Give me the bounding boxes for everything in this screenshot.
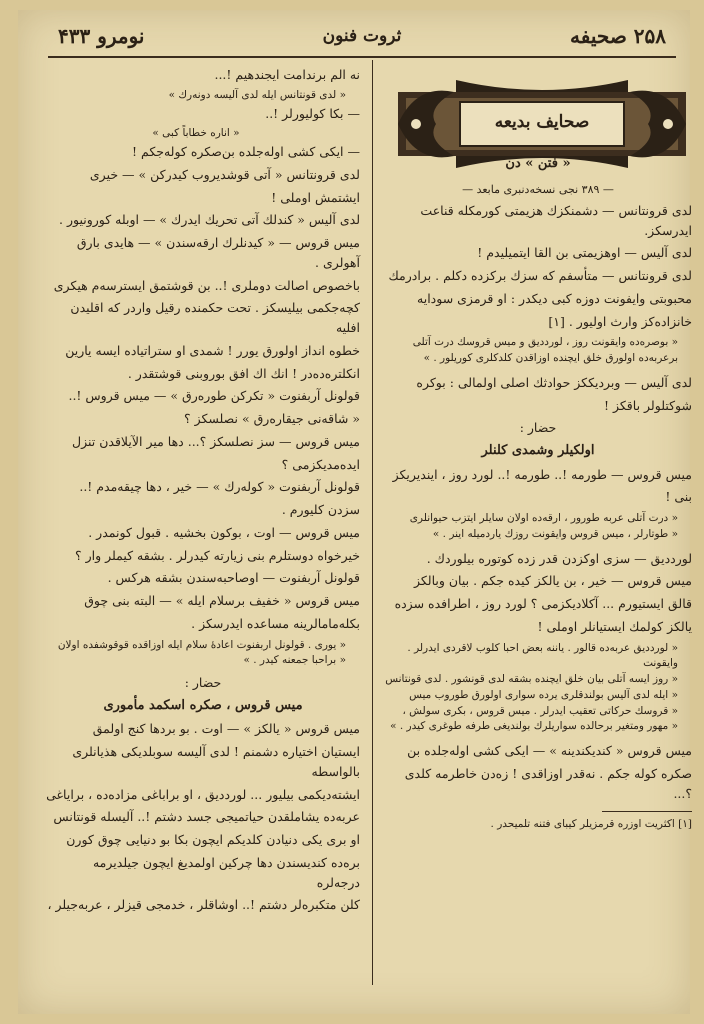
text-line: خانزاده‌کز وارث اولیور . [١] <box>548 313 692 329</box>
stage-note: « اناره خطاباً کبی » <box>152 127 240 140</box>
right-column <box>384 150 692 836</box>
text-line: میس قروس — خیر ، بن یالکز کیده جکم . بیان وبالکز <box>413 573 692 589</box>
text-line: لدی قرونتانس « آتی قوشدیروب کیدرکن » — خیری <box>89 166 360 182</box>
text-line: کچه‌جکمی بیلیسکز . تحت حکمنده رقیل واردر که اقلیدن افلیه <box>70 300 360 335</box>
text-line: ایده‌مدیکزمی ؟ <box>281 456 360 472</box>
text-line: میس قروس — « کیدنلرك ارقه‌سندن » — هایدی بارق آهولری . <box>76 235 360 270</box>
stage-note: « لورددیق عربه‌ده قالور . یاننه بعض احبا کلوب لاقردی ایدرلر . وایقونت <box>407 641 678 670</box>
text-line: میس قروس — طورمه !.. طورمه !.. لورد روز ، ایندیریکز <box>392 466 692 482</box>
text-line: لدی قرونتانس — متأسفم که سزك برکزده دکلم . برادرمك <box>388 268 692 284</box>
text-line: میس قروس — سز نصلسکز ؟... دها میر الآیلاقدن تنزل <box>72 433 360 449</box>
journal-title: ثروت فنون <box>322 26 402 46</box>
text-line: سزدن کلیورم . <box>281 502 360 517</box>
text-line: باخصوص اصالت دوملری !.. بن قوشتمق ایسترسه‌م هیکری <box>53 277 360 293</box>
text-line: لورددیق — سزی اوکزدن قدر زده کوتوره بیلوردك . <box>426 550 692 566</box>
section-subheading: — ٣٨٩ نجی نسخه‌دنبری مابعد — <box>462 182 614 196</box>
text-line: میس قروس « خفیف برسلام ایله » — البته بنی چوق <box>84 593 360 608</box>
stage-note: « لدی قونتانس ایله لدی آلیسه دونه‌رك » <box>168 88 346 101</box>
text-line: میس قروس — اوت ، بوکون بخشیه . قبول کونمدر . <box>88 524 360 540</box>
attendees-text: میس قروس ، صکره اسکمد مأموری <box>103 697 303 713</box>
stage-note: « براحبا جمعنه کیدر . » <box>243 654 346 667</box>
text-line: بنی ! <box>665 489 692 505</box>
text-line: لدی آلیس — اوهزیمتی بن القا ایتمیلیدم ! <box>477 245 692 261</box>
attendees-text: اولکیلر وشمدی کلنلر <box>481 443 595 459</box>
text-line: قولونل آربفنوت — اوصاحبه‌سندن بشقه هرکس . <box>107 570 360 586</box>
attendees-label: حضار : <box>519 420 557 436</box>
stage-note: « روز ایسه آتلی بیان خلق ایچنده بشقه لدی قونشور . لدی قونتانس <box>385 673 678 686</box>
text-line: لدی آلیس — وبردیککز حوادثك اصلی اولمالی : بوکره <box>416 374 692 390</box>
text-line: صکره کوله جکم . نه‌قدر اوزاقدی ! زه‌دن خاطرمه کلدی ؟... <box>404 765 692 801</box>
text-line: خیرخواه دوستلرم بنی زیارته کیدرلر . بشقه کیملر وار ؟ <box>74 547 360 563</box>
stage-note: « مهور ومتغیر برحالده سواریلرك بولندیغی طرفه طوغری کیدر . » <box>390 720 678 733</box>
text-line: ایشتمش اوملی ! <box>271 189 360 205</box>
text-line: بره‌ده کندیسندن دها چرکین اولمدیغ ایچون جیلدیرمه درجه‌لره <box>92 854 360 890</box>
stage-note: « قروسك حرکاتی تعقیب ایدرلر . میس قروس ، بکری سولش ، <box>402 704 678 717</box>
newspaper-page <box>18 10 690 1014</box>
text-line: محبوبتی وایفونت دوزه کبی دیکدر : او قرمزی سودایه <box>417 290 692 306</box>
column-divider <box>372 60 373 985</box>
stage-note: « ایله لدی آلیس بولندقلری یرده سواری اولورق طوروب میس <box>409 688 678 701</box>
ornament-title: صحایف بدیعه <box>494 112 590 132</box>
text-line: خطوه انداز اولورق یورر ! شمدی او ستراتیاده ایسه یارین <box>65 342 360 358</box>
text-line: کلن متکبره‌لر دشتم !.. اوشاقلر ، خدمجی قیزلر ، عربه‌جیلر ، <box>47 897 360 913</box>
text-line: بکله‌مامالرینه مساعده ایدرسکز . <box>191 615 360 631</box>
footnote-rule <box>602 811 692 812</box>
stage-note: « بوصره‌ده وایقونت روز ، لورددیق و میس قروسك درت آتلی برعربه‌ده اولورق خلق ایچنده اوزاقدن کلدکلری کوریلور . » <box>412 336 678 365</box>
text-line: میس قروس « یالکز » — اوت . بو بردها کنج اولمق <box>92 721 360 737</box>
page-number: ۲۵۸ صحیفه <box>570 24 666 48</box>
text-line: ایستیان اختیاره دشمنم ! لدی آلیسه سوبلدیکی هذیانلری بالواسطه <box>72 744 360 779</box>
text-line: عربه‌ده یشاملقدن حیاتمیجی جسد دشتم !.. آلیسله قونتانس <box>53 809 360 825</box>
text-line: — بکا کولیورلر !.. <box>265 105 360 121</box>
left-column <box>46 65 360 918</box>
section-heading: « فتن » دن <box>505 156 571 171</box>
footnote: [١] اکثریت اوزره قرمزیلر کیبای فتنه تلمیحدر . <box>490 818 692 831</box>
stage-note: « طوتارلر ، میس قروس وایقونت روزك یاردمیله اینر . » <box>432 527 678 540</box>
stage-note: « درت آتلی عربه طورور ، ارقه‌ده اولان سایلر ایتزب حیوانلری <box>409 512 678 525</box>
page-header <box>58 24 666 56</box>
stage-note: « یوری . قولونل اربفنوت اعادهٔ سلام ایله اوزاقده قوقوشفده اولان <box>57 638 346 651</box>
text-line: لدی آلیس « کندلك آتی تحریك ایدرك » — اوبله کورونیور . <box>59 212 360 228</box>
issue-number: نومرو ۴۳۳ <box>58 24 145 48</box>
text-line: — ایکی کشی اوله‌جلده بن‌صکره کوله‌جکم ! <box>132 144 360 159</box>
text-line: میس قروس « کندیکندینه » — ایکی کشی اوله‌جلده بن <box>407 743 692 759</box>
text-line: نه الم برندامت ایجندهیم !... <box>214 67 360 82</box>
text-line: او بری یکی دنیادن کلدیکم ایچون بکا بو دنیایی چوق کورن <box>66 832 360 848</box>
text-line: قولونل آربفنوت « کوله‌رك » — خیر ، دها چیقه‌مدم !.. <box>79 479 360 495</box>
text-line: قولونل آربفنوت « تکرکن طوره‌رق » — میس قروس !.. <box>68 388 360 404</box>
text-line: لدی قرونتانس — دشمنکزك هزیمتی کورمکله قناعت ایدرسکز. <box>420 202 692 238</box>
text-line: شوکتلولر باقکز ! <box>604 397 692 413</box>
header-rule <box>48 56 676 58</box>
text-line: « شاقه‌نی جیقاره‌رق » نصلسکز ؟ <box>183 411 360 426</box>
text-line: انکلتره‌ده‌در ! انك اك افق بوروبنی قوشتقدر . <box>127 365 360 381</box>
text-line: قالق ایستیورم ... آکلادیکزمی ؟ لورد روز ، اطرافده سزده <box>394 596 692 612</box>
text-line: ایشته‌دیکمی بیلیور ... لورددیق ، او براباغی مزاده‌ده ، برایاغی <box>46 786 360 802</box>
attendees-label: حضار : <box>184 675 222 690</box>
text-line: یالکز کولمك ایستیانلر اوملی ! <box>537 618 692 634</box>
